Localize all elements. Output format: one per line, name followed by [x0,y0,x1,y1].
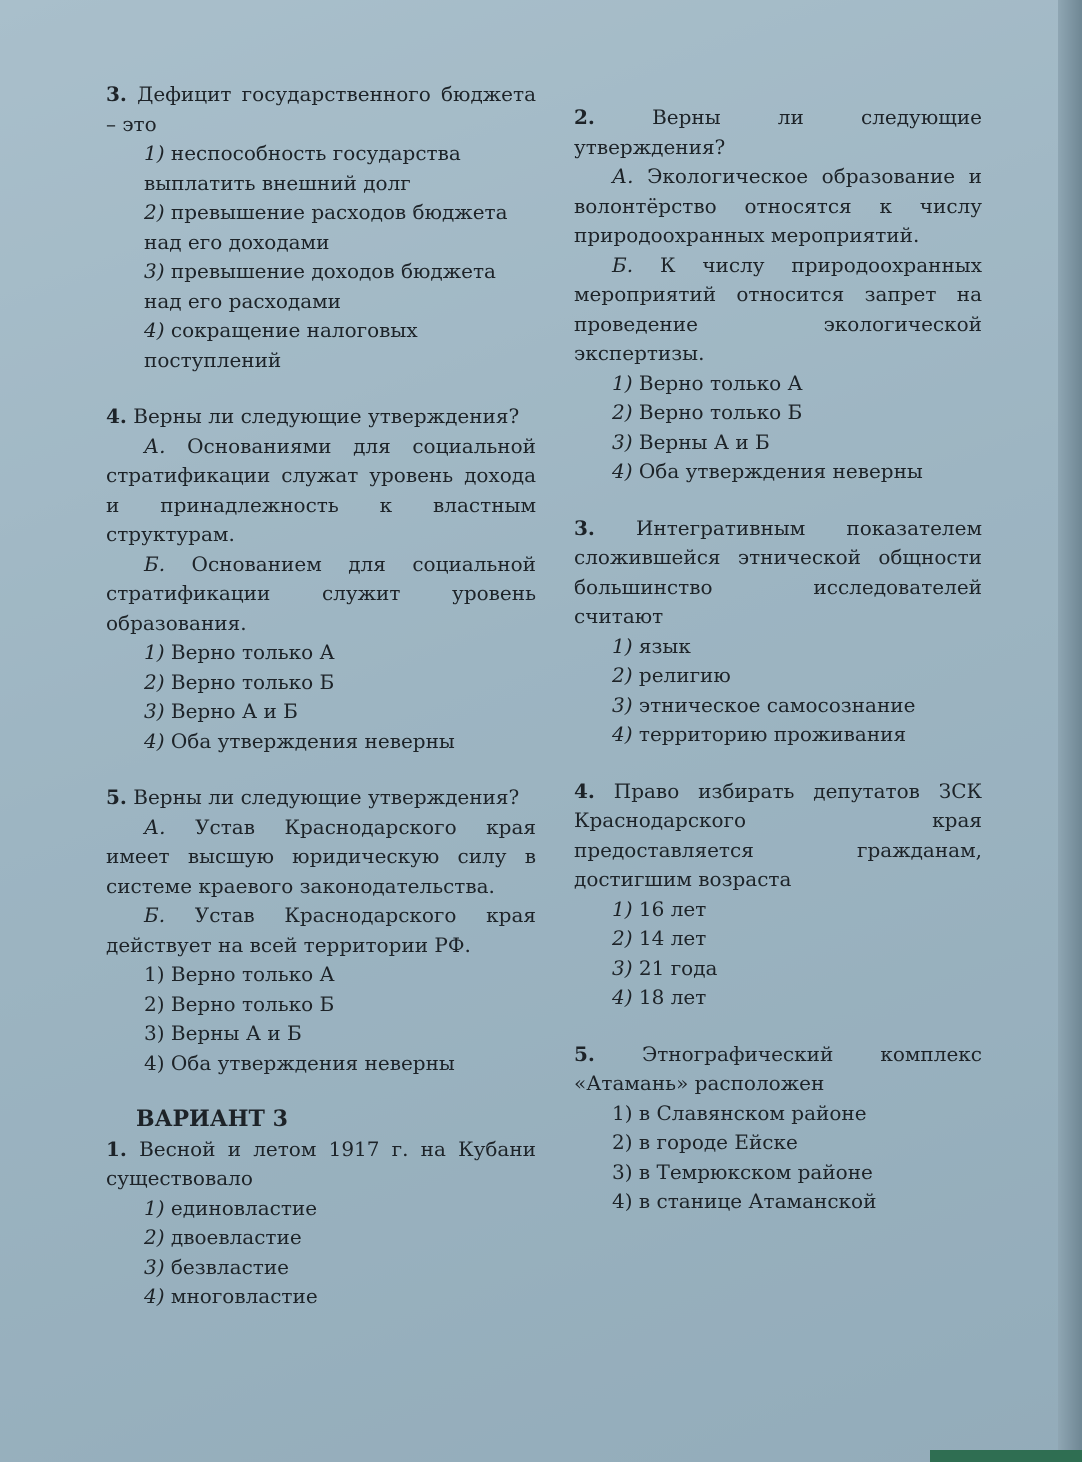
question-stem: 5. Этнографический комплекс «Атамань» расположен [574,1041,982,1095]
answer-option: 2) превышение расходов бюджета над его доходами [144,200,508,254]
answer-option: 2) религию [612,663,731,687]
answer-option: 3) Верны А и Б [144,1021,302,1045]
variant-heading: ВАРИАНТ 3 [136,1106,288,1132]
question-stem: 4. Верны ли следующие утверждения? [106,404,520,428]
question-right-2 [574,103,982,487]
answer-option: 2) Верно только Б [144,991,335,1016]
answer-option: 4) Оба утверждения неверны [144,728,455,753]
answer-option: 3) безвластие [144,1254,289,1279]
question-left-3 [106,80,536,375]
answer-option: 4) Оба утверждения неверны [144,1050,455,1075]
question-stem: 4. Право избирать депутатов ЗСК Краснодарского края предоставляется гражданам, достигшим возраста [574,778,982,891]
answer-option: 1) Верно только А [144,962,335,986]
question-stem: 3. Интегративным показателем сложившейся этнической общности большинство исследователей считают [574,515,982,628]
question-left-4 [106,402,536,756]
answer-option: 1) Верно только А [144,640,335,664]
answer-option: 1) в Славянском районе [612,1100,867,1125]
answer-option: 4) Оба утверждения неверны [612,459,923,483]
answer-option: 4) в станице Атаманской [612,1189,877,1213]
statement-b: Б. Основанием для социальной стратификации служит уровень образования. [106,551,536,635]
right-column [574,103,982,1244]
answer-option: 3) превышение доходов бюджета над его расходами [144,259,496,313]
question-stem: 1. Весной и летом 1917 г. на Кубани существовало [106,1136,536,1190]
page-corner-tab [930,1450,1082,1462]
statement-b: Б. Устав Краснодарского края действует на всей территории РФ. [106,903,536,957]
question-right-3 [574,514,982,750]
statement-a: А. Устав Краснодарского края имеет высшую юридическую силу в системе краевого законодательства. [106,814,537,898]
answer-option: 4) сокращение налоговых поступлений [144,318,418,372]
answer-option: 3) в Темрюкском районе [612,1159,873,1184]
answer-option: 1) язык [612,633,691,658]
answer-option: 1) неспособность государства выплатить внешний долг [144,141,461,195]
answer-option: 3) 21 года [612,955,718,980]
answer-option: 3) этническое самосознание [612,692,916,717]
question-right-5 [574,1040,982,1217]
answer-option: 3) Верно А и Б [144,699,298,723]
question-variant3-1 [106,1135,536,1312]
answer-option: 1) единовластие [144,1195,318,1220]
statement-a: А. Экологическое образование и волонтёрство относятся к числу природоохранных мероприятий. [574,164,982,247]
answer-option: 3) Верны А и Б [612,429,770,454]
answer-option: 1) 16 лет [612,896,707,921]
answer-option: 2) Верно только Б [144,669,335,694]
answer-option: 4) 18 лет [612,985,707,1009]
question-stem: 2. Верны ли следующие утверждения? [574,105,982,159]
answer-option: 2) двоевластие [144,1225,302,1249]
answer-option: 1) Верно только А [612,370,803,395]
answer-option: 2) 14 лет [612,926,707,950]
question-stem: 3. Дефицит государственного бюджета – это [106,82,537,136]
answer-option: 2) Верно только Б [612,400,803,424]
statement-a: А. Основаниями для социальной стратификации служат уровень дохода и принадлежность к властным структурам. [106,433,536,546]
answer-option: 2) в городе Ейске [612,1130,798,1154]
statement-b: Б. К числу природоохранных мероприятий относится запрет на проведение экологической экспертизы. [574,252,982,365]
question-left-5 [106,783,536,1078]
answer-option: 4) территорию проживания [612,722,907,746]
question-right-4 [574,777,982,1013]
page-fold-edge [1058,0,1082,1462]
left-column [106,80,536,1339]
question-stem: 5. Верны ли следующие утверждения? [106,785,520,809]
answer-option: 4) многовластие [144,1284,318,1308]
